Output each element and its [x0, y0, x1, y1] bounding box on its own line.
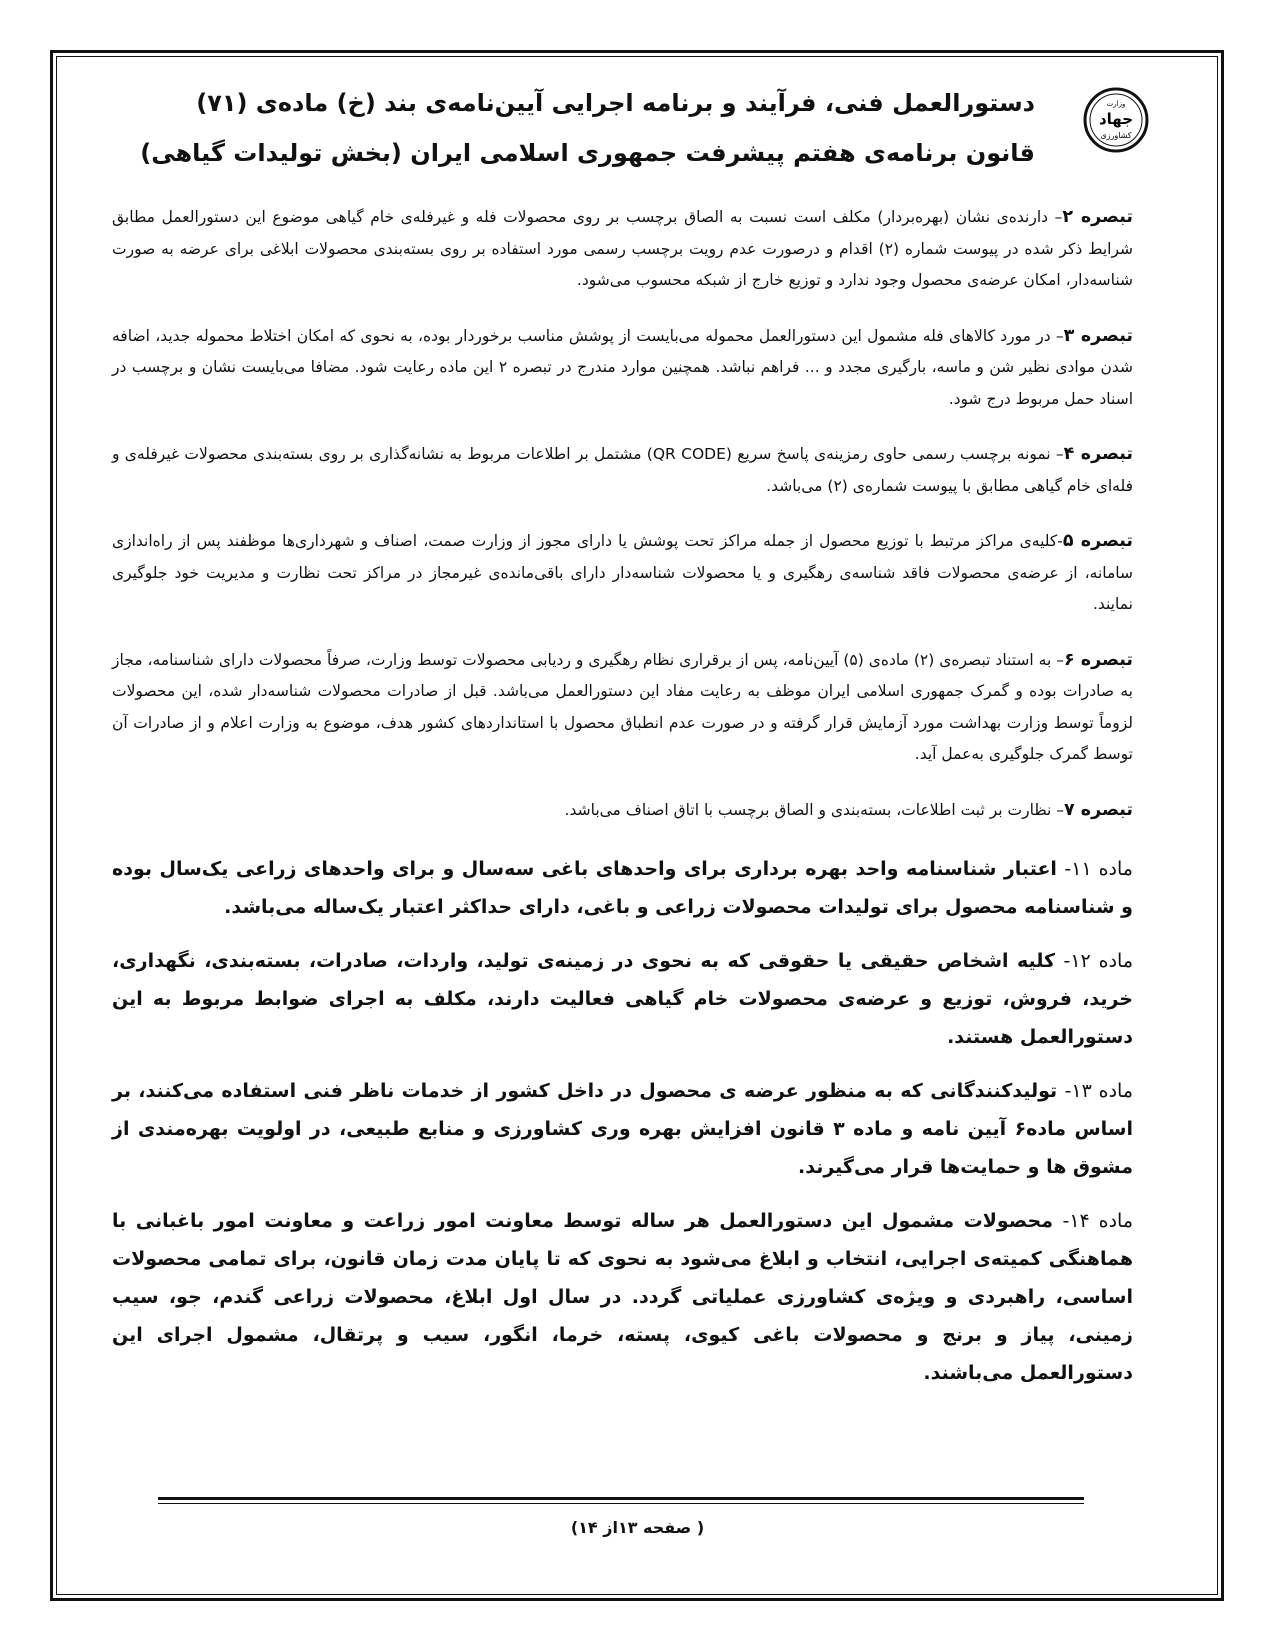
logo-subtext: کشاورزی: [1100, 131, 1132, 140]
header-title-line1: دستورالعمل فنی، فرآیند و برنامه اجرایی آیین‌نامه‌ی بند (خ) ماده‌ی (۷۱): [196, 89, 1035, 117]
note-7: [112, 795, 1133, 827]
ministry-logo: [1082, 86, 1150, 154]
note-label: تبصره ۷: [1064, 799, 1133, 820]
header-title-line2: قانون برنامه‌ی هفتم پیشرفت جمهوری اسلامی ایران (بخش تولیدات گیاهی): [140, 139, 1035, 167]
note-text: – دارنده‌ی نشان (بهره‌بردار) مکلف است نسبت به الصاق برچسب بر روی محصولات فله و غیرفله‌ی خام گیاهی موضوع این دستورالعمل مطابق شرایط ذکر شده در پیوست شماره (۲) اقدام و درصورت عدم رویت برچسب رسمی مورد استفاده بر روی بسته‌بندی محصولات ابلاغی برای عرضه به صورت شناسه‌دار، امکان عرضه‌ی محصول وجود ندارد و توزیع خارج از شبکه محسوب می‌شود.: [112, 208, 1133, 289]
article-11: [112, 850, 1133, 926]
note-4: [112, 439, 1133, 502]
article-number: ماده ۱۳-: [1064, 1080, 1134, 1102]
article-13: [112, 1072, 1133, 1186]
article-12: [112, 942, 1133, 1056]
document-header: [110, 78, 1035, 178]
footer-rule-thick: [158, 1497, 1084, 1500]
document-body: [112, 202, 1133, 1408]
article-text: اعتبار شناسنامه واحد بهره برداری برای واحدهای باغی سه‌سال و برای واحدهای زراعی یک‌سال بوده و شناسنامه محصول برای تولیدات محصولات زراعی و باغی، دارای حداکثر اعتبار یک‌ساله می‌باشد.: [112, 858, 1133, 918]
note-text: – نمونه برچسب رسمی حاوی رمزینه‌ی پاسخ سریع (QR CODE) مشتمل بر اطلاعات مربوط به نشانه‌گذاری بر روی بسته‌بندی محصولات غیرفله‌ی و فله‌ای خام گیاهی مطابق با پیوست شماره‌ی (۲) می‌باشد.: [112, 445, 1133, 495]
articles-section: [112, 850, 1133, 1392]
note-label: تبصره ۳: [1063, 325, 1133, 346]
logo-text: جهاد: [1098, 110, 1134, 128]
note-text: – به استناد تبصره‌ی (۲) ماده‌ی (۵) آیین‌نامه، پس از برقراری نظام رهگیری و ردیابی محصولات توسط وزارت، صرفاً محصولات دارای شناسنامه، مجاز به صادرات بوده و گمرک جمهوری اسلامی ایران موظف به رعایت مفاد این دستورالعمل می‌باشد. قبل از صادرات محصولات شناسه‌دار شده، این محصولات لزوماً توسط وزارت بهداشت مورد آزمایش قرار گرفته و در صورت عدم انطباق محصول با استانداردهای کشور هدف، موضوع به وزارت اعلام و از صادرات آن توسط گمرک جلوگیری به‌عمل آید.: [112, 650, 1133, 763]
article-number: ماده ۱۱-: [1064, 858, 1133, 880]
note-text: – نظارت بر ثبت اطلاعات، بسته‌بندی و الصاق برچسب با اتاق اصناف می‌باشد.: [564, 800, 1065, 819]
page-number: ( صفحه ۱۳از ۱۴): [570, 1518, 705, 1537]
article-text: تولیدکنندگانی که به منظور عرضه ی محصول در داخل کشور از خدمات ناظر فنی استفاده می‌کنند، بر اساس ماده۶ آیین نامه و ماده ۳ قانون افزایش بهره وری کشاورزی و منابع طبیعی، در اولویت بهره‌مندی از مشوق ها و حمایت‌ها قرار می‌گیرند.: [112, 1080, 1134, 1178]
article-number: ماده ۱۲-: [1063, 950, 1133, 972]
note-label: تبصره ۶: [1063, 649, 1133, 670]
note-6: [112, 645, 1133, 771]
article-text: کلیه اشخاص حقیقی یا حقوقی که به نحوی در زمینه‌ی تولید، واردات، صادرات، بسته‌بندی، نگهداری، خرید، فروش، توزیع و عرضه‌ی محصولات خام گیاهی فعالیت دارند، مکلف به اجرای ضوابط مربوط به این دستورالعمل هستند.: [112, 950, 1133, 1048]
footer-rule-thin: [158, 1503, 1084, 1504]
note-text: – در مورد کالاهای فله مشمول این دستورالعمل محموله می‌بایست از پوشش مناسب برخوردار بوده، به نحوی که امکان اختلاط محموله جدید، اضافه شدن موادی نظیر شن و ماسه، بارگیری مجدد و ... فراهم نباشد. همچنین موارد مندرج در تبصره ۲ این ماده رعایت شود. مضافا می‌بایست نشان و برچسب در اسناد حمل مربوط درج شود.: [112, 326, 1133, 408]
note-5: [112, 526, 1133, 621]
article-text: محصولات مشمول این دستورالعمل هر ساله توسط معاونت امور زراعت و معاونت امور باغبانی با هماهنگی کمیته‌ی اجرایی، انتخاب و ابلاغ می‌شود به نحوی که تا پایان مدت زمان قانون، برای تمامی محصولات اساسی، راهبردی و ویژه‌ی کشاورزی عملیاتی گردد. در سال اول ابلاغ، محصولات زراعی گندم، جو، سیب زمینی، پیاز و برنج و محصولات باغی کیوی، پسته، خرما، انگور، سیب و پرتقال، مشمول اجرای این دستورالعمل می‌باشند.: [112, 1210, 1133, 1384]
article-number: ماده ۱۴-: [1062, 1210, 1133, 1232]
logo-top-text: وزارت: [1106, 100, 1126, 108]
note-label: تبصره ۲: [1062, 207, 1133, 227]
note-text: -کلیه‌ی مراکز مرتبط با توزیع محصول از جمله مراکز تحت پوشش یا دارای مجوز از وزارت صمت، اصناف و شهرداری‌ها موظفند پس از راه‌اندازی سامانه، از عرضه‌ی محصولات فاقد شناسه‌ی رهگیری و یا محصولات شناسه‌دار دارای باقی‌مانده‌ی غیرمجاز در مراکز تحت نظارت و مدیریت خود جلوگیری نمایند.: [112, 532, 1133, 613]
footer-divider: [158, 1497, 1084, 1504]
note-label: تبصره ۵: [1062, 531, 1133, 551]
note-3: [112, 321, 1133, 416]
note-label: تبصره ۴: [1063, 444, 1133, 464]
article-14: [112, 1202, 1133, 1392]
note-2: [112, 202, 1133, 297]
